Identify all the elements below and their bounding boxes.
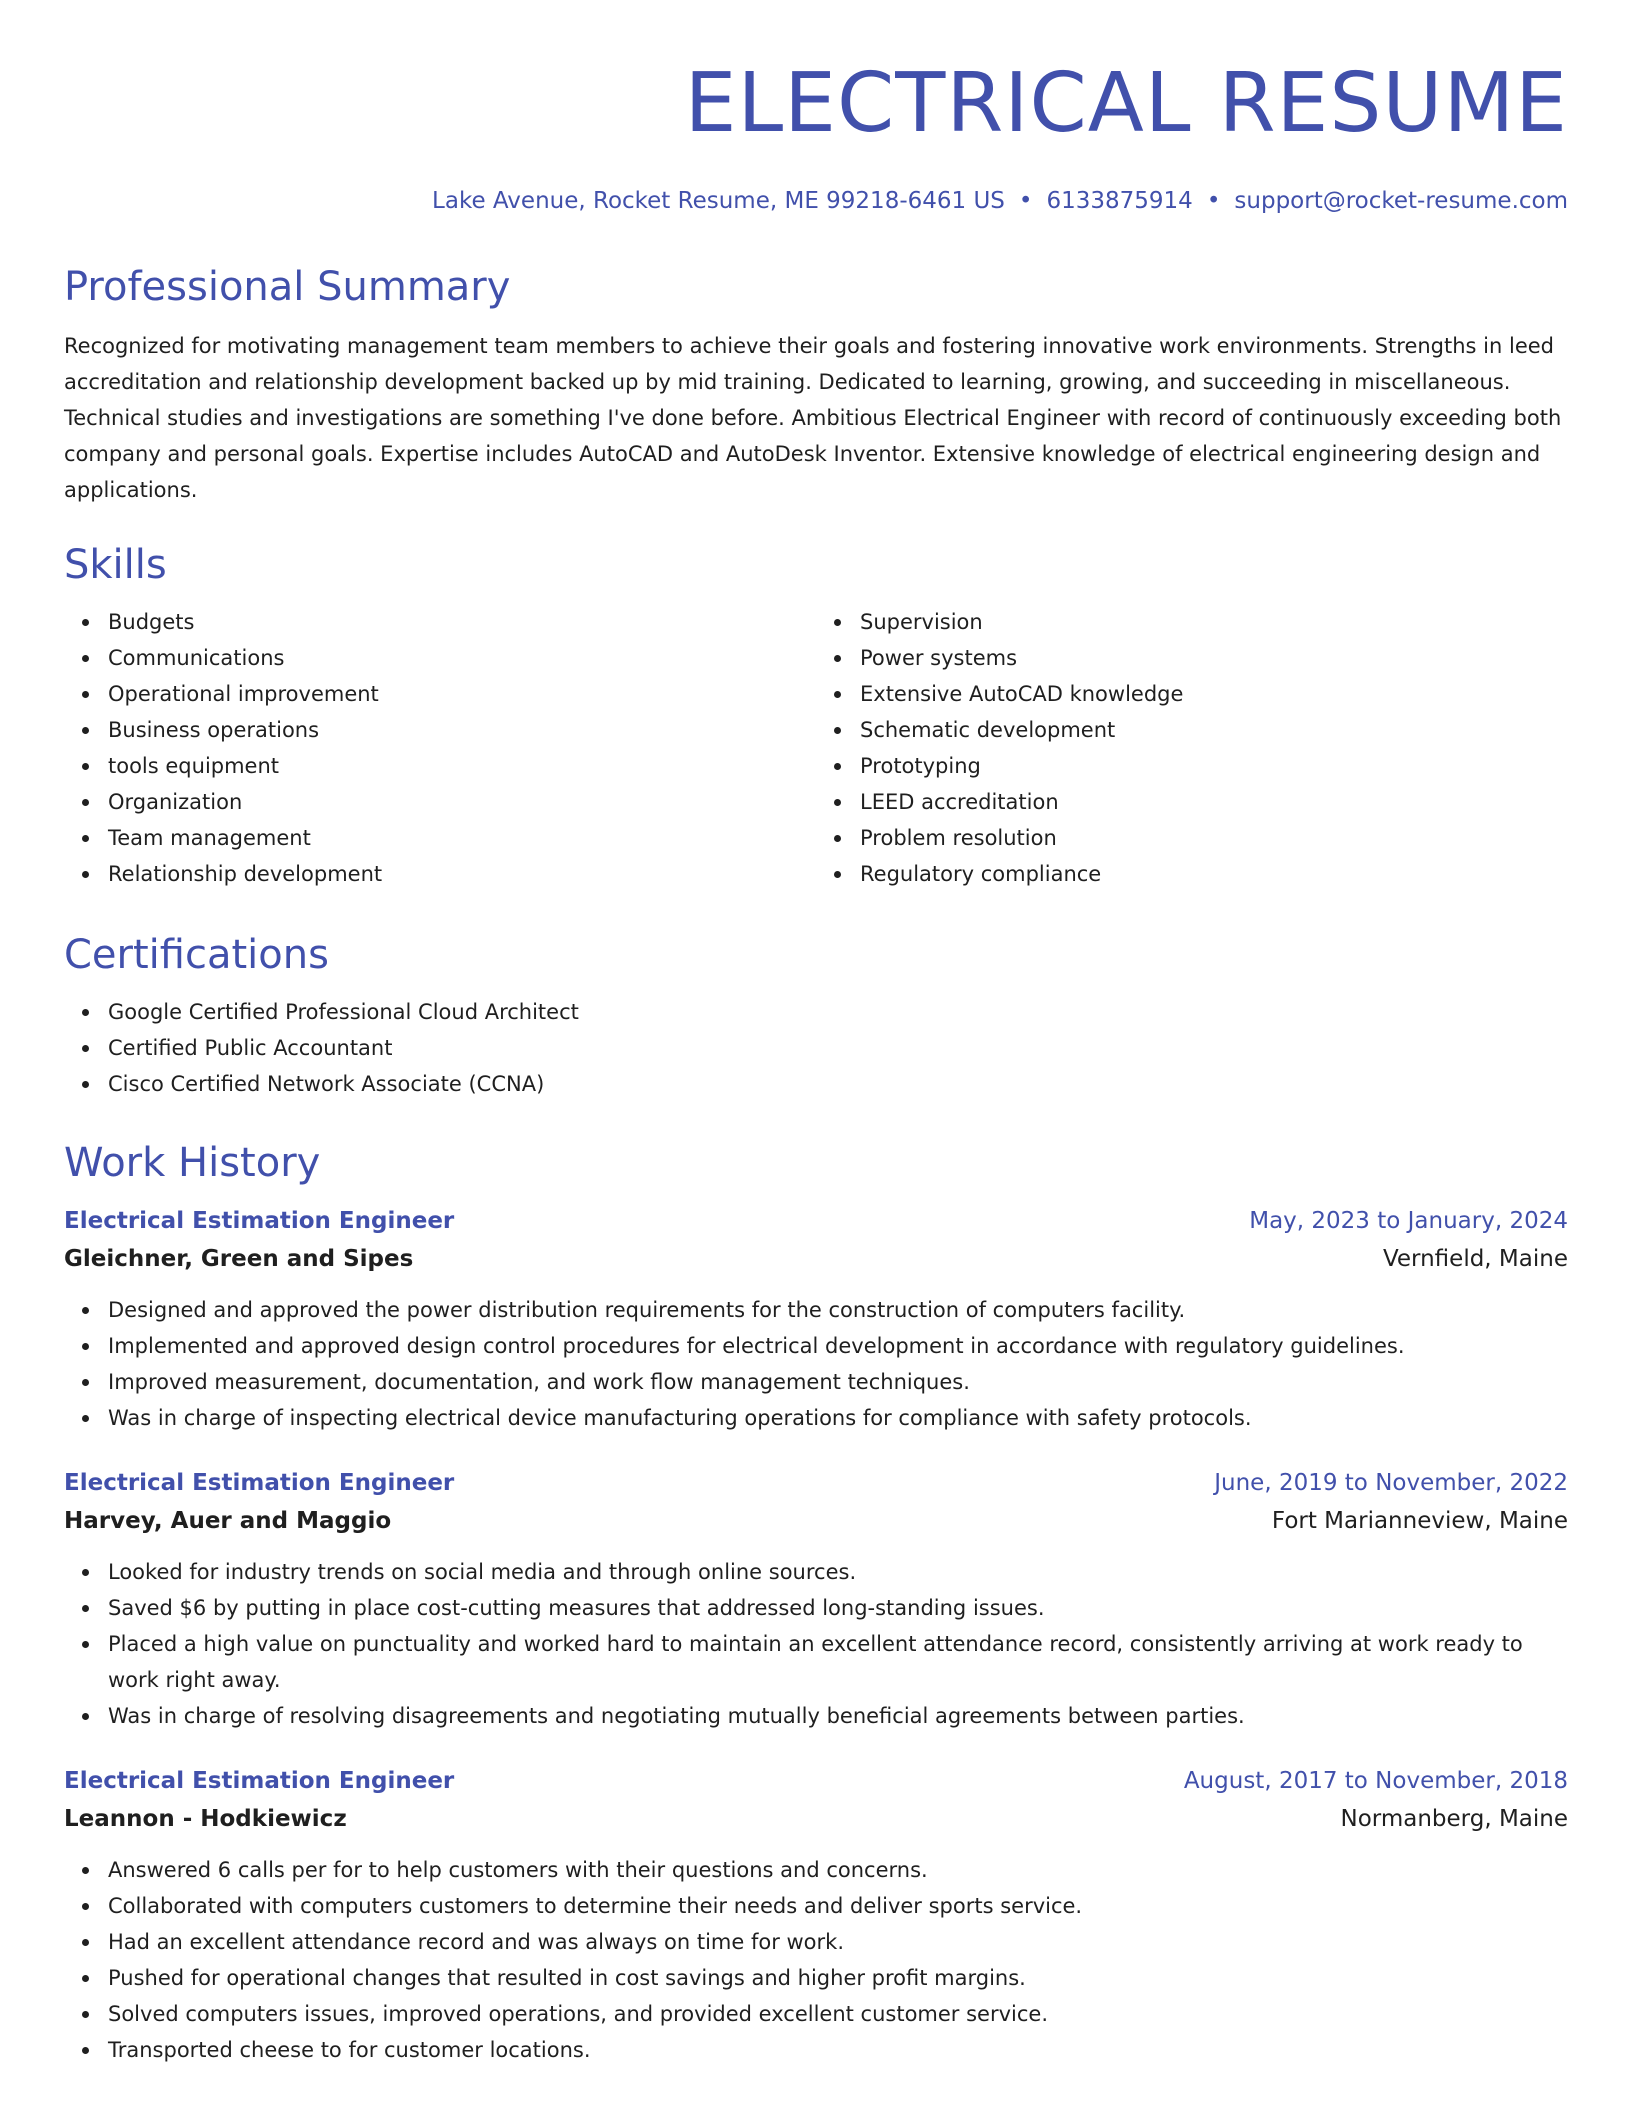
job-title-row	[64, 1464, 1568, 1502]
job-dates: August, 2017 to November, 2018	[1183, 1768, 1568, 1794]
skills-list-right	[816, 604, 1568, 892]
skills-list-left	[64, 604, 816, 892]
job-bullet: Solved computers issues, improved operations, and provided excellent customer service.	[108, 1996, 1568, 2032]
job-title: Electrical Estimation Engineer	[64, 1470, 455, 1496]
job-bullet: Improved measurement, documentation, and work flow management techniques.	[108, 1364, 1568, 1400]
job-dates: May, 2023 to January, 2024	[1249, 1208, 1568, 1234]
job-bullet: Implemented and approved design control procedures for electrical development in accordance with regulatory guidelines.	[108, 1328, 1568, 1364]
section-title-certifications: Certifications	[64, 932, 329, 978]
job-bullet: Collaborated with computers customers to determine their needs and deliver sports service.	[108, 1888, 1568, 1924]
job-title: Electrical Estimation Engineer	[64, 1768, 455, 1794]
skill-item: tools equipment	[108, 748, 816, 784]
summary-text: Recognized for motivating management team members to achieve their goals and fostering innovative work environments. Strengths in leed accreditation and relationship development backed up by mid training. Dedicated to learning, growing, and succeeding in miscellaneous. Technical studies and investigations are something I've done before. Ambitious Electrical Engineer with record of continuously exceeding both company and personal goals. Expertise includes AutoCAD and AutoDesk Inventor. Extensive knowledge of electrical engineering design and applications.	[64, 334, 1562, 502]
job-bullets	[64, 1852, 1568, 2068]
certifications-list	[64, 994, 1568, 1102]
skills-columns	[64, 604, 1568, 892]
contact-separator: •	[1018, 188, 1033, 214]
professional-summary-section	[64, 262, 1568, 508]
skill-item: Business operations	[108, 712, 816, 748]
skill-item: Communications	[108, 640, 816, 676]
job-location: Normanberg, Maine	[1340, 1806, 1568, 1832]
job-company: Gleichner, Green and Sipes	[64, 1246, 414, 1272]
job-bullet: Looked for industry trends on social media and through online sources.	[108, 1554, 1568, 1590]
skill-item: Team management	[108, 820, 816, 856]
contact-line	[64, 186, 1568, 216]
job-bullet: Had an excellent attendance record and was always on time for work.	[108, 1924, 1568, 1960]
job-bullet: Answered 6 calls per for to help customers with their questions and concerns.	[108, 1852, 1568, 1888]
skill-item: Problem resolution	[860, 820, 1568, 856]
resume-name: ELECTRICAL RESUME	[684, 56, 1568, 151]
job-bullet: Transported cheese to for customer locations.	[108, 2032, 1568, 2068]
certification-item: Google Certified Professional Cloud Architect	[108, 994, 1568, 1030]
job-title-row	[64, 1202, 1568, 1240]
job-bullet: Was in charge of inspecting electrical device manufacturing operations for compliance with safety protocols.	[108, 1400, 1568, 1436]
skill-item: Schematic development	[860, 712, 1568, 748]
skill-item: Prototyping	[860, 748, 1568, 784]
job-bullet: Designed and approved the power distribution requirements for the construction of computers facility.	[108, 1292, 1568, 1328]
job-bullet: Placed a high value on punctuality and worked hard to maintain an excellent attendance record, consistently arriving at work ready to work right away.	[108, 1626, 1568, 1698]
certifications-section	[64, 930, 1568, 1102]
skill-item: Operational improvement	[108, 676, 816, 712]
job-company-row	[64, 1502, 1568, 1540]
contact-address: Lake Avenue, Rocket Resume, ME 99218-6461 US	[432, 188, 1005, 214]
skill-item: Power systems	[860, 640, 1568, 676]
skill-item: Extensive AutoCAD knowledge	[860, 676, 1568, 712]
resume-page	[64, 0, 1568, 2062]
job-bullets	[64, 1554, 1568, 1734]
job-company-row	[64, 1240, 1568, 1278]
skill-item: Organization	[108, 784, 816, 820]
job-bullet: Pushed for operational changes that resulted in cost savings and higher profit margins.	[108, 1960, 1568, 1996]
section-title-skills: Skills	[64, 542, 167, 588]
job-entry	[64, 1762, 1568, 2068]
skill-item: Relationship development	[108, 856, 816, 892]
job-title: Electrical Estimation Engineer	[64, 1208, 455, 1234]
certification-item: Certified Public Accountant	[108, 1030, 1568, 1066]
work-history-section	[64, 1138, 1568, 2068]
job-location: Vernfield, Maine	[1382, 1246, 1568, 1272]
skill-item: Regulatory compliance	[860, 856, 1568, 892]
job-bullets	[64, 1292, 1568, 1436]
certification-item: Cisco Certified Network Associate (CCNA)	[108, 1066, 1568, 1102]
job-title-row	[64, 1762, 1568, 1800]
skills-section	[64, 540, 1568, 892]
job-location: Fort Marianneview, Maine	[1271, 1508, 1568, 1534]
job-entry	[64, 1202, 1568, 1436]
job-bullet: Was in charge of resolving disagreements and negotiating mutually beneficial agreements between parties.	[108, 1698, 1568, 1734]
skill-item: Budgets	[108, 604, 816, 640]
section-title-work-history: Work History	[64, 1140, 321, 1186]
contact-phone: 6133875914	[1046, 188, 1193, 214]
job-company: Harvey, Auer and Maggio	[64, 1508, 392, 1534]
job-company: Leannon - Hodkiewicz	[64, 1806, 347, 1832]
job-bullet: Saved $6 by putting in place cost-cutting measures that addressed long-standing issues.	[108, 1590, 1568, 1626]
contact-email[interactable]: support@rocket-resume.com	[1234, 188, 1568, 214]
job-entry	[64, 1464, 1568, 1734]
skill-item: Supervision	[860, 604, 1568, 640]
section-title-summary: Professional Summary	[64, 264, 511, 310]
skill-item: LEED accreditation	[860, 784, 1568, 820]
job-dates: June, 2019 to November, 2022	[1214, 1470, 1568, 1496]
contact-separator: •	[1206, 188, 1221, 214]
job-company-row	[64, 1800, 1568, 1838]
resume-header	[64, 0, 1568, 216]
